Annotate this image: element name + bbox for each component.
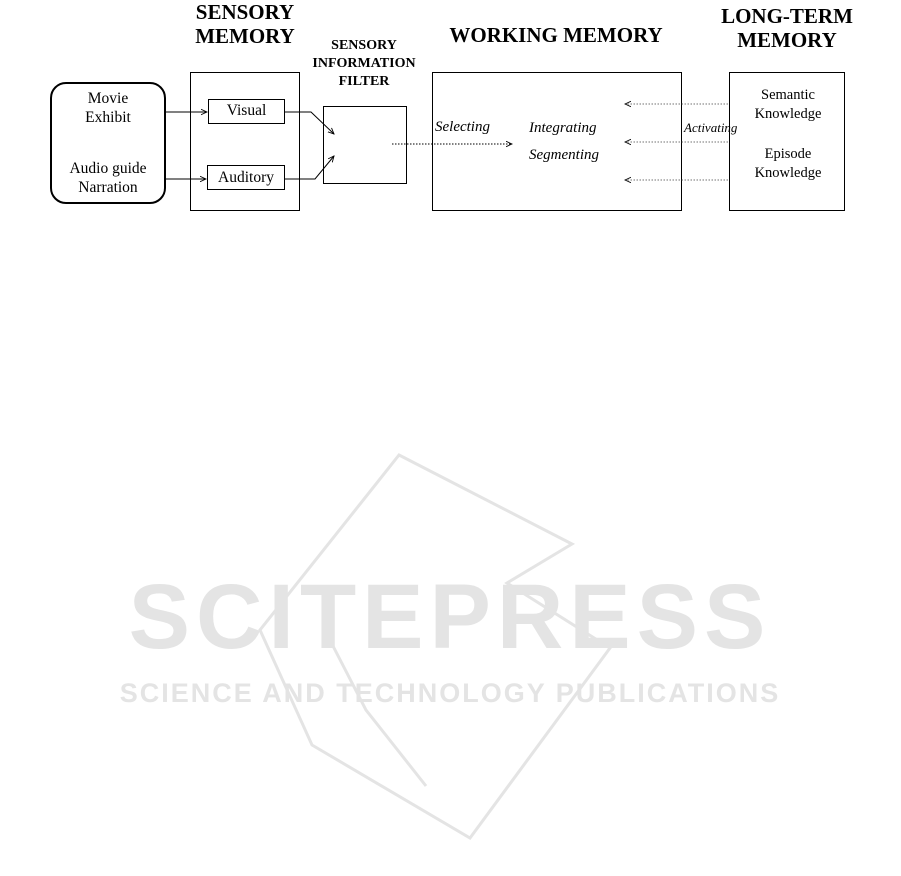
long-term-memory-heading: LONG-TERM MEMORY [721, 4, 853, 52]
visual-label: Visual [226, 102, 267, 119]
semantic-knowledge-label: Semantic Knowledge [754, 87, 822, 122]
filter-heading: SENSORY INFORMATION FILTER [312, 38, 416, 89]
audio-narration-label: Audio guide Narration [69, 160, 147, 196]
selecting-label: Selecting [435, 119, 490, 135]
working-memory-heading: WORKING MEMORY [449, 23, 663, 47]
segmenting-label: Segmenting [529, 147, 599, 163]
activating-label: Activating [684, 120, 738, 135]
sensory-memory-heading: SENSORY MEMORY [195, 0, 295, 48]
watermark-tagline: SCIENCE AND TECHNOLOGY PUBLICATIONS [119, 678, 781, 708]
auditory-label: Auditory [218, 169, 274, 186]
watermark-logo: SCITEPRESS [128, 566, 772, 668]
movie-exhibit-label: Movie Exhibit [85, 90, 131, 126]
integrating-label: Integrating [529, 120, 597, 136]
episode-knowledge-label: Episode Knowledge [754, 146, 822, 181]
